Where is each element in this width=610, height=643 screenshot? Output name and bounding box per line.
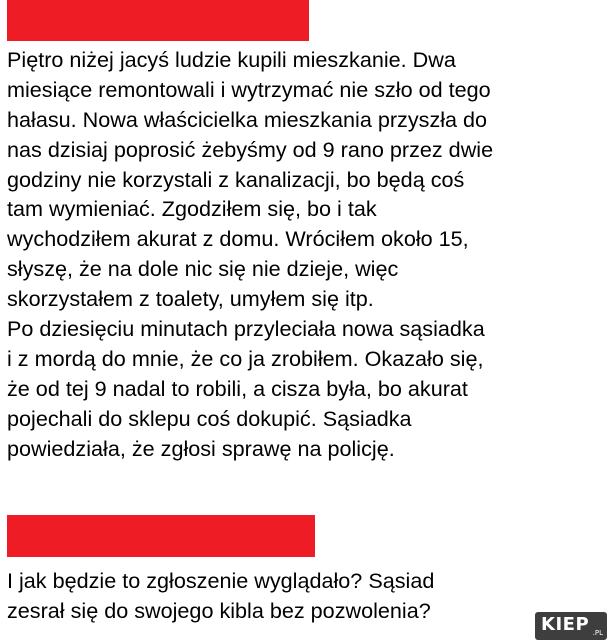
story-line: wychodziłem akurat z domu. Wróciłem około 15, [7,226,469,252]
kiep-watermark-logo [535,612,607,640]
story-line: powiedziała, że zgłosi sprawę na policję. [7,435,395,461]
story-line: nas dzisiaj poprosić żebyśmy od 9 rano przez dwie [7,136,494,162]
story-line: hałasu. Nowa właścicielka mieszkania przyszła do [7,106,488,132]
story-line: pojechali do sklepu coś dokupić. Sąsiadka [7,405,412,431]
watermark-logo-text: KIEP [541,614,590,635]
watermark-logo-suffix: .PL [592,629,603,637]
story-line: godziny nie korzystali z kanalizacji, bo będą coś [7,166,465,192]
story-line: słyszę, że na dole nic się nie dzieje, więc [7,256,399,282]
story-line: i z mordą do mnie, że co ja zrobiłem. Okazało się, [7,345,484,371]
redacted-username-bar-reply [7,515,315,557]
story-line: tam wymieniać. Zgodziłem się, bo i tak [7,196,377,222]
reply-line: zesrał się do swojego kibla bez pozwolenia? [7,597,431,623]
story-line: miesiące remontowali i wytrzymać nie szło od tego [7,76,491,102]
story-text [7,45,607,463]
reply-text [7,566,607,626]
story-line: skorzystałem z toalety, umyłem się itp. [7,286,374,312]
reply-line: I jak będzie to zgłoszenie wyglądało? Sąsiad [7,568,435,593]
redacted-username-bar-top [7,0,309,41]
story-line: Po dziesięciu minutach przyleciała nowa sąsiadka [7,316,485,342]
story-line: że od tej 9 nadal to robili, a cisza była, bo akurat [7,375,468,401]
story-line: Piętro niżej jacyś ludzie kupili mieszkanie. Dwa [7,47,456,72]
